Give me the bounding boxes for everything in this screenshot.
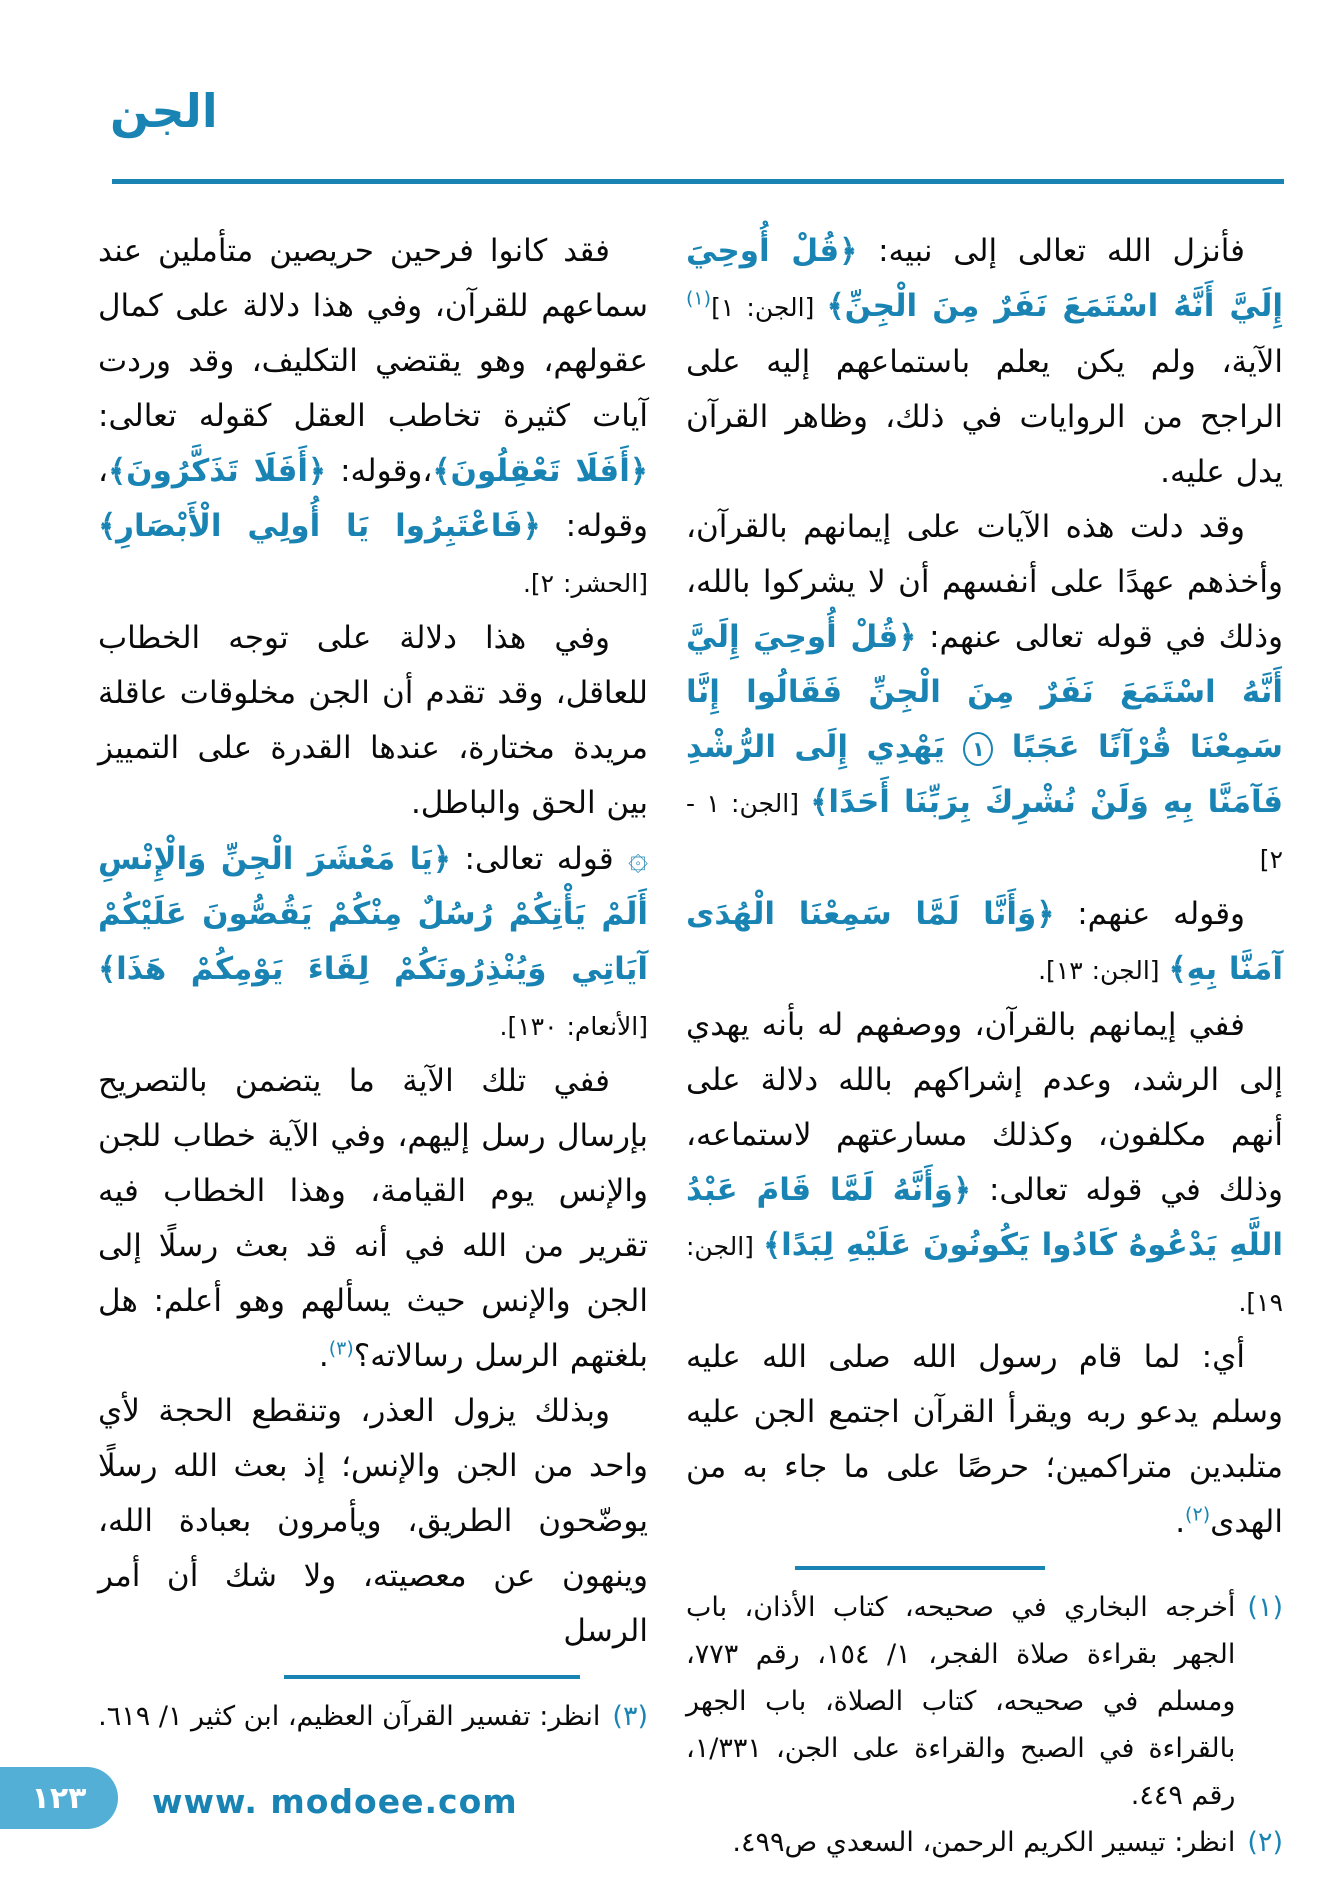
- body-text: وقد دلت هذه الآيات على إيمانهم بالقرآن، وأخذهم عهدًا على أنفسهم أن لا يشركوا بالله، وذلك في قوله تعالى عنهم:: [686, 509, 1284, 655]
- body-text: فقد كانوا فرحين حريصين متأملين عند سماعهم للقرآن، وفي هذا دلالة على كمال عقولهم، وهو يقتضي التكليف، وقد وردت آيات كثيرة تخاطب العقل كقوله تعالى:: [98, 233, 648, 434]
- body-text: قوله تعالى:: [451, 841, 614, 877]
- body-text: الآية، ولم يكن يعلم باستماعهم إليه على الراجح من الروايات في ذلك، وظاهر القرآن يدل عليه.: [686, 344, 1283, 490]
- column-left: [98, 224, 648, 1866]
- ayah-number: ١: [963, 732, 993, 766]
- body-text: وقوله عنهم:: [1054, 896, 1246, 932]
- footnote: [686, 1819, 1283, 1866]
- body-text: ،وقوله:: [326, 453, 433, 489]
- footnote-marker: (٢): [1185, 1503, 1211, 1526]
- body-text: ففي إيمانهم بالقرآن، ووصفهم له بأنه يهدي إلى الرشد، وعدم إشراكهم بالله دلالة على أنهم مكلفون، وكذلك مسارعتهم لاستماعه، وذلك في قوله تعالى:: [686, 1007, 1283, 1208]
- footnote-marker: (١): [686, 287, 712, 310]
- footnotes-right: [686, 1584, 1283, 1866]
- paragraph: [686, 1330, 1283, 1550]
- text-columns: [98, 224, 1283, 1866]
- quran-verse: ﴿وَأَنَّهُ لَمَّا قَامَ عَبْدُ اللَّهِ يَدْعُوهُ كَادُوا يَكُونُونَ عَلَيْهِ لِبَدًا﴾: [686, 1172, 1284, 1263]
- website-url: www. modoee.com: [152, 1782, 518, 1821]
- footnote-marker: (٣): [328, 1337, 354, 1360]
- footnote-number: (١): [1247, 1592, 1283, 1623]
- body-text: وبذلك يزول العذر، وتنقطع الحجة لأي واحد من الجن والإنس؛ إذ بعث الله رسلًا يوضّحون الطريق، ويأمرون بعبادة الله، وينهون عن معصيته، ولا شك أن أمر الرسل: [98, 1393, 648, 1649]
- verse-reference: [الجن: ١ - ٢]: [686, 789, 1283, 874]
- body-text: وفي هذا دلالة على توجه الخطاب للعاقل، وقد تقدم أن الجن مخلوقات عاقلة مريدة مختارة، عندها القدرة على التمييز بين الحق والباطل.: [98, 620, 648, 821]
- chapter-title: الجن: [110, 84, 218, 138]
- header-rule: [112, 179, 1284, 184]
- footnote-divider: [795, 1566, 1045, 1570]
- footnote-text: انظر: تفسير القرآن العظيم، ابن كثير ١/ ٦١٩.: [98, 1701, 601, 1732]
- paragraph: [686, 500, 1283, 887]
- paragraph: [98, 831, 648, 1054]
- quran-verse: ﴿فَاعْتَبِرُوا يَا أُولِي الْأَبْصَارِ﴾: [98, 508, 541, 544]
- paragraph: [98, 224, 648, 611]
- body-text: فأنزل الله تعالى إلى نبيه:: [857, 233, 1246, 269]
- body-text: ، وقوله:: [98, 453, 648, 544]
- quran-verse: ﴿يَا مَعْشَرَ الْجِنِّ وَالْإِنْسِ أَلَمْ يَأْتِكُمْ رُسُلٌ مِنْكُمْ يَقُصُّونَ عَلَيْكُمْ آيَاتِي وَيُنْذِرُونَكُمْ لِقَاءَ يَوْمِكُمْ هَذَا﴾: [98, 841, 648, 987]
- page-number: ١٢٣: [31, 1780, 87, 1816]
- verse-reference: [الجن: ١]: [711, 293, 827, 322]
- quran-verse: ﴿أَفَلَا تَذَكَّرُونَ﴾: [108, 453, 327, 489]
- verse-reference: [الجن: ١٩].: [686, 1232, 1283, 1317]
- footnote-number: (٢): [1247, 1827, 1283, 1858]
- quran-verse: ﴿قُلْ أُوحِيَ إِلَيَّ أَنَّهُ اسْتَمَعَ نَفَرٌ مِنَ الْجِنِّ﴾: [686, 233, 1283, 324]
- column-right: [686, 224, 1283, 1866]
- footnote-number: (٣): [612, 1701, 648, 1732]
- body-text: أي: لما قام رسول الله صلى الله عليه وسلم يدعو ربه ويقرأ القرآن اجتمع الجن عليه متلبدين متراكمين؛ حرصًا على ما جاء به من الهدى: [686, 1339, 1283, 1540]
- verse-reference: [الحشر: ٢].: [522, 569, 648, 598]
- paragraph: [98, 1054, 648, 1384]
- quran-verse: ﴿أَفَلَا تَعْقِلُونَ﴾: [432, 453, 648, 489]
- paragraph: [98, 1384, 648, 1659]
- verse-reference: [الأنعام: ١٣٠].: [499, 1012, 648, 1041]
- footnote: [686, 1584, 1283, 1819]
- paragraph: [686, 887, 1283, 998]
- footnotes-left: [98, 1693, 648, 1740]
- paragraph: [98, 611, 648, 831]
- body-text: .: [1175, 1504, 1186, 1540]
- rub-el-hizb-ornament: ۞: [613, 838, 648, 878]
- quran-verse: يَهْدِي إِلَى الرُّشْدِ فَآمَنَّا بِهِ وَلَنْ نُشْرِكَ بِرَبِّنَا أَحَدًا﴾: [686, 729, 1283, 820]
- quran-verse: ﴿وَأَنَّا لَمَّا سَمِعْنَا الْهُدَى آمَنَّا بِهِ﴾: [686, 896, 1283, 987]
- quran-verse: ﴿قُلْ أُوحِيَ إِلَيَّ أَنَّهُ اسْتَمَعَ نَفَرٌ مِنَ الْجِنِّ فَقَالُوا إِنَّا سَمِعْنَا قُرْآنًا عَجَبًا: [686, 619, 1283, 765]
- body-text: ففي تلك الآية ما يتضمن بالتصريح بإرسال رسل إليهم، وفي الآية خطاب للجن والإنس يوم القيامة، وهذا الخطاب فيه تقرير من الله في أنه قد بعث رسلًا إلى الجن والإنس حيث يسألهم وهو أعلم: هل بلغتهم الرسل رسالاته؟: [98, 1063, 648, 1374]
- footnote-text: انظر: تيسير الكريم الرحمن، السعدي ص٤٩٩.: [732, 1827, 1236, 1858]
- paragraph: [686, 224, 1283, 500]
- paragraph: [686, 998, 1283, 1330]
- footnote: [98, 1693, 648, 1740]
- verse-reference: [الجن: ١٣].: [1038, 956, 1169, 985]
- page-number-pill: [0, 1767, 118, 1829]
- footnote-text: أخرجه البخاري في صحيحه، كتاب الأذان، باب الجهر بقراءة صلاة الفجر، ١/ ١٥٤، رقم ٧٧٣، ومسلم في صحيحه، كتاب الصلاة، باب الجهر بالقراءة في الصبح والقراءة على الجن، ١/٣٣١، رقم ٤٤٩.: [686, 1592, 1236, 1811]
- body-text: .: [318, 1338, 329, 1374]
- footnote-divider: [284, 1675, 580, 1679]
